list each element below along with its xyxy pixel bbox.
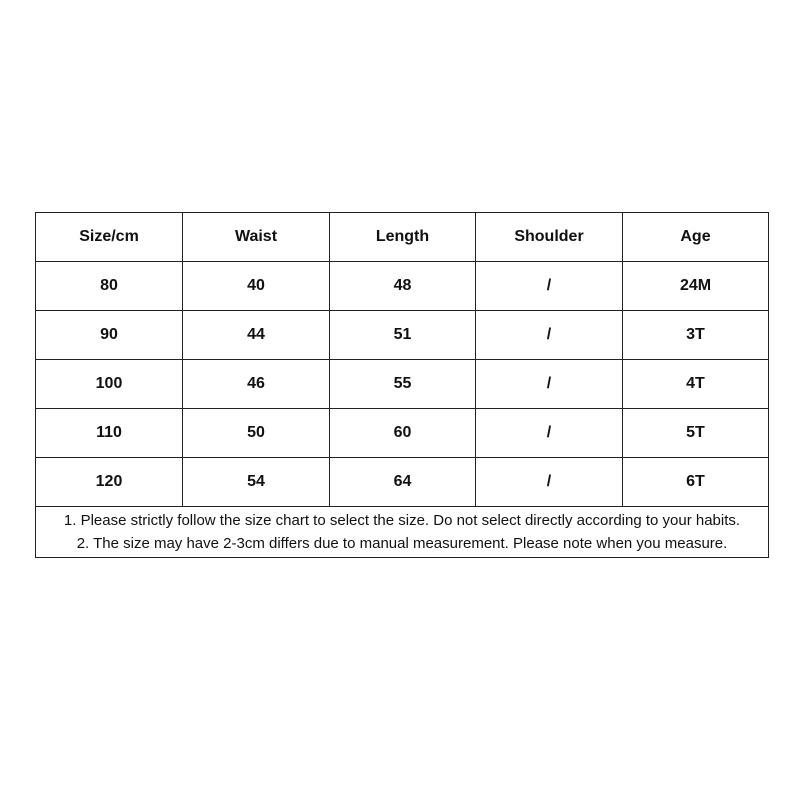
cell-age: 6T <box>623 458 769 507</box>
cell-age: 5T <box>623 409 769 458</box>
cell-shoulder: / <box>476 311 623 360</box>
cell-shoulder: / <box>476 409 623 458</box>
notes-row <box>36 507 769 558</box>
cell-length: 51 <box>330 311 476 360</box>
cell-age: 3T <box>623 311 769 360</box>
table-row <box>36 409 769 458</box>
cell-age: 24M <box>623 262 769 311</box>
cell-size: 80 <box>36 262 183 311</box>
cell-length: 60 <box>330 409 476 458</box>
cell-waist: 50 <box>183 409 330 458</box>
cell-size: 100 <box>36 360 183 409</box>
cell-length: 64 <box>330 458 476 507</box>
cell-shoulder: / <box>476 360 623 409</box>
table-row <box>36 311 769 360</box>
header-size: Size/cm <box>36 213 183 262</box>
header-age: Age <box>623 213 769 262</box>
cell-size: 90 <box>36 311 183 360</box>
cell-waist: 40 <box>183 262 330 311</box>
notes-cell <box>36 507 769 558</box>
cell-shoulder: / <box>476 262 623 311</box>
cell-shoulder: / <box>476 458 623 507</box>
cell-length: 48 <box>330 262 476 311</box>
cell-waist: 54 <box>183 458 330 507</box>
table-header-row <box>36 213 769 262</box>
size-chart-table <box>35 212 769 558</box>
header-length: Length <box>330 213 476 262</box>
header-shoulder: Shoulder <box>476 213 623 262</box>
table-row <box>36 360 769 409</box>
header-waist: Waist <box>183 213 330 262</box>
note-line-1: 1. Please strictly follow the size chart to select the size. Do not select directly according to your habits. <box>63 512 741 529</box>
cell-size: 110 <box>36 409 183 458</box>
table-row <box>36 262 769 311</box>
cell-size: 120 <box>36 458 183 507</box>
cell-waist: 46 <box>183 360 330 409</box>
cell-age: 4T <box>623 360 769 409</box>
note-line-2: 2. The size may have 2-3cm differs due to manual measurement. Please note when you measure. <box>76 535 728 552</box>
cell-waist: 44 <box>183 311 330 360</box>
cell-length: 55 <box>330 360 476 409</box>
table-row <box>36 458 769 507</box>
